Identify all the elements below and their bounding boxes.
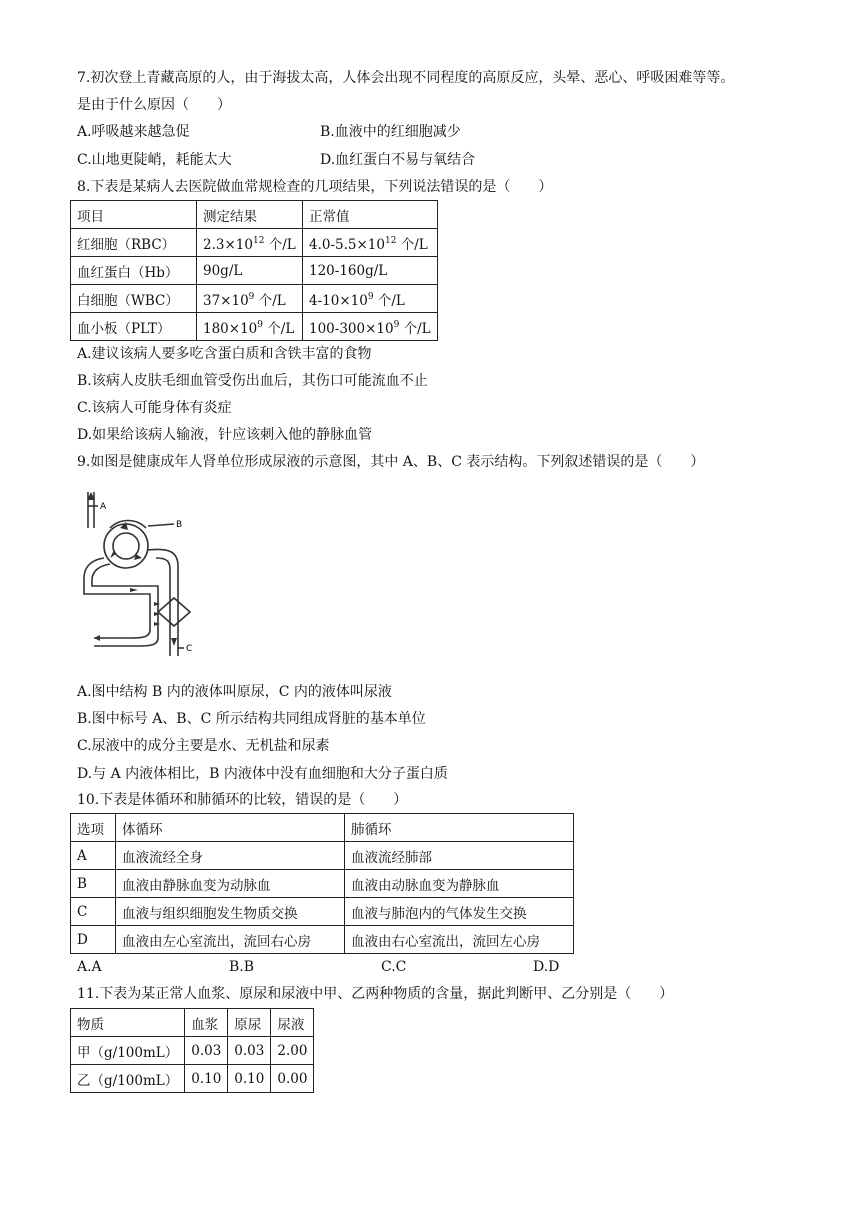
q10-option-a: A.A — [77, 959, 102, 975]
q7-stem-line1: 7.初次登上青藏高原的人，由于海拔太高，人体会出现不同程度的高原反应，头晕、恶心、呼吸困难等等。 — [77, 70, 735, 86]
q10-option-c: C.C — [381, 959, 407, 975]
q10-option-b: B.B — [229, 959, 255, 975]
q7-option-c: C.山地更陡峭，耗能太大 — [77, 152, 232, 168]
table-header-cell: 测定结果 — [197, 201, 303, 229]
table-cell: $4-10\times 10^9$ 个/L — [303, 285, 438, 313]
table-row — [71, 842, 574, 870]
table-cell: $4.0-5.5\times 10^{12}$ 个/L — [303, 229, 438, 257]
table-cell: 血液由右心室流出，流回左心房 — [345, 926, 574, 954]
q8-option-d: D.如果给该病人输液，针应该刺入他的静脉血管 — [77, 427, 373, 443]
label-b: B — [176, 520, 183, 530]
table-cell: 红细胞（RBC） — [71, 229, 197, 257]
q8-option-b: B.该病人皮肤毛细血管受伤出血后，其伤口可能流血不止 — [77, 373, 428, 389]
q7-stem-line2: 是由于什么原因（ ） — [77, 97, 231, 113]
table-cell: 血液与组织细胞发生物质交换 — [116, 898, 345, 926]
table-cell: 血液由动脉血变为静脉血 — [345, 870, 574, 898]
q9-stem: 9.如图是健康成年人肾单位形成尿液的示意图，其中 A、B、C 表示结构。下列叙述错误的是（ ） — [77, 454, 705, 470]
table-row — [71, 1065, 314, 1093]
table-row — [71, 229, 438, 257]
q9-option-b: B.图中标号 A、B、C 所示结构共同组成肾脏的基本单位 — [77, 711, 426, 727]
q8-stem: 8.下表是某病人去医院做血常规检查的几项结果，下列说法错误的是（ ） — [77, 179, 553, 195]
table-row — [71, 898, 574, 926]
q10-stem: 10.下表是体循环和肺循环的比较，错误的是（ ） — [77, 792, 408, 808]
q11-stem: 11.下表为某正常人血浆、原尿和尿液中甲、乙两种物质的含量，据此判断甲、乙分别是（ ） — [77, 986, 674, 1002]
table-row — [71, 285, 438, 313]
q11-substance-table — [70, 1008, 314, 1093]
label-a: A — [100, 502, 107, 512]
table-header-cell: 物质 — [71, 1009, 185, 1037]
table-header-cell: 选项 — [71, 814, 116, 842]
table-header-cell: 尿液 — [271, 1009, 314, 1037]
table-cell: 0.03 — [228, 1037, 271, 1065]
table-row — [71, 870, 574, 898]
table-row — [71, 926, 574, 954]
nephron-diagram — [70, 488, 230, 664]
table-cell: A — [71, 842, 116, 870]
table-header-cell: 正常值 — [303, 201, 438, 229]
table-header-cell: 血浆 — [185, 1009, 228, 1037]
q8-blood-test-table — [70, 200, 438, 341]
table-header-cell: 项目 — [71, 201, 197, 229]
table-cell: B — [71, 870, 116, 898]
table-header-row — [71, 201, 438, 229]
table-cell: 甲（g/100mL） — [71, 1037, 185, 1065]
q9-option-a: A.图中结构 B 内的液体叫原尿，C 内的液体叫尿液 — [77, 684, 392, 700]
table-cell: 血液流经肺部 — [345, 842, 574, 870]
label-c: C — [186, 644, 193, 654]
q8-option-c: C.该病人可能身体有炎症 — [77, 400, 232, 416]
table-cell: $180\times 10^9$ 个/L — [197, 313, 303, 341]
q10-circulation-table — [70, 813, 574, 954]
table-cell: 血液由左心室流出，流回右心房 — [116, 926, 345, 954]
table-cell: $100-300\times 10^9$ 个/L — [303, 313, 438, 341]
table-header-cell: 体循环 — [116, 814, 345, 842]
table-header-row — [71, 1009, 314, 1037]
q9-option-d: D.与 A 内液体相比，B 内液体中没有血细胞和大分子蛋白质 — [77, 766, 448, 782]
table-cell: 0.10 — [185, 1065, 228, 1093]
table-cell: 0.03 — [185, 1037, 228, 1065]
table-header-row — [71, 814, 574, 842]
q10-option-d: D.D — [533, 959, 560, 975]
table-cell: 乙（g/100mL） — [71, 1065, 185, 1093]
table-cell: D — [71, 926, 116, 954]
table-cell: 血小板（PLT） — [71, 313, 197, 341]
table-cell: 90g/L — [197, 257, 303, 285]
q7-option-b: B.血液中的红细胞减少 — [320, 124, 461, 140]
table-cell: 血红蛋白（Hb） — [71, 257, 197, 285]
q7-option-a: A.呼吸越来越急促 — [77, 124, 190, 140]
table-cell: 血液流经全身 — [116, 842, 345, 870]
table-row — [71, 313, 438, 341]
table-cell: $2.3\times 10^{12}$ 个/L — [197, 229, 303, 257]
table-cell: 120-160g/L — [303, 257, 438, 285]
table-cell: 2.00 — [271, 1037, 314, 1065]
table-cell: C — [71, 898, 116, 926]
table-cell: $37\times 10^9$ 个/L — [197, 285, 303, 313]
table-cell: 0.10 — [228, 1065, 271, 1093]
table-cell: 血液与肺泡内的气体发生交换 — [345, 898, 574, 926]
table-header-cell: 原尿 — [228, 1009, 271, 1037]
table-header-cell: 肺循环 — [345, 814, 574, 842]
table-row — [71, 1037, 314, 1065]
q7-option-d: D.血红蛋白不易与氧结合 — [320, 152, 476, 168]
q9-option-c: C.尿液中的成分主要是水、无机盐和尿素 — [77, 738, 330, 754]
table-cell: 血液由静脉血变为动脉血 — [116, 870, 345, 898]
q8-option-a: A.建议该病人要多吃含蛋白质和含铁丰富的食物 — [77, 346, 372, 362]
table-cell: 白细胞（WBC） — [71, 285, 197, 313]
table-cell: 0.00 — [271, 1065, 314, 1093]
table-row — [71, 257, 438, 285]
